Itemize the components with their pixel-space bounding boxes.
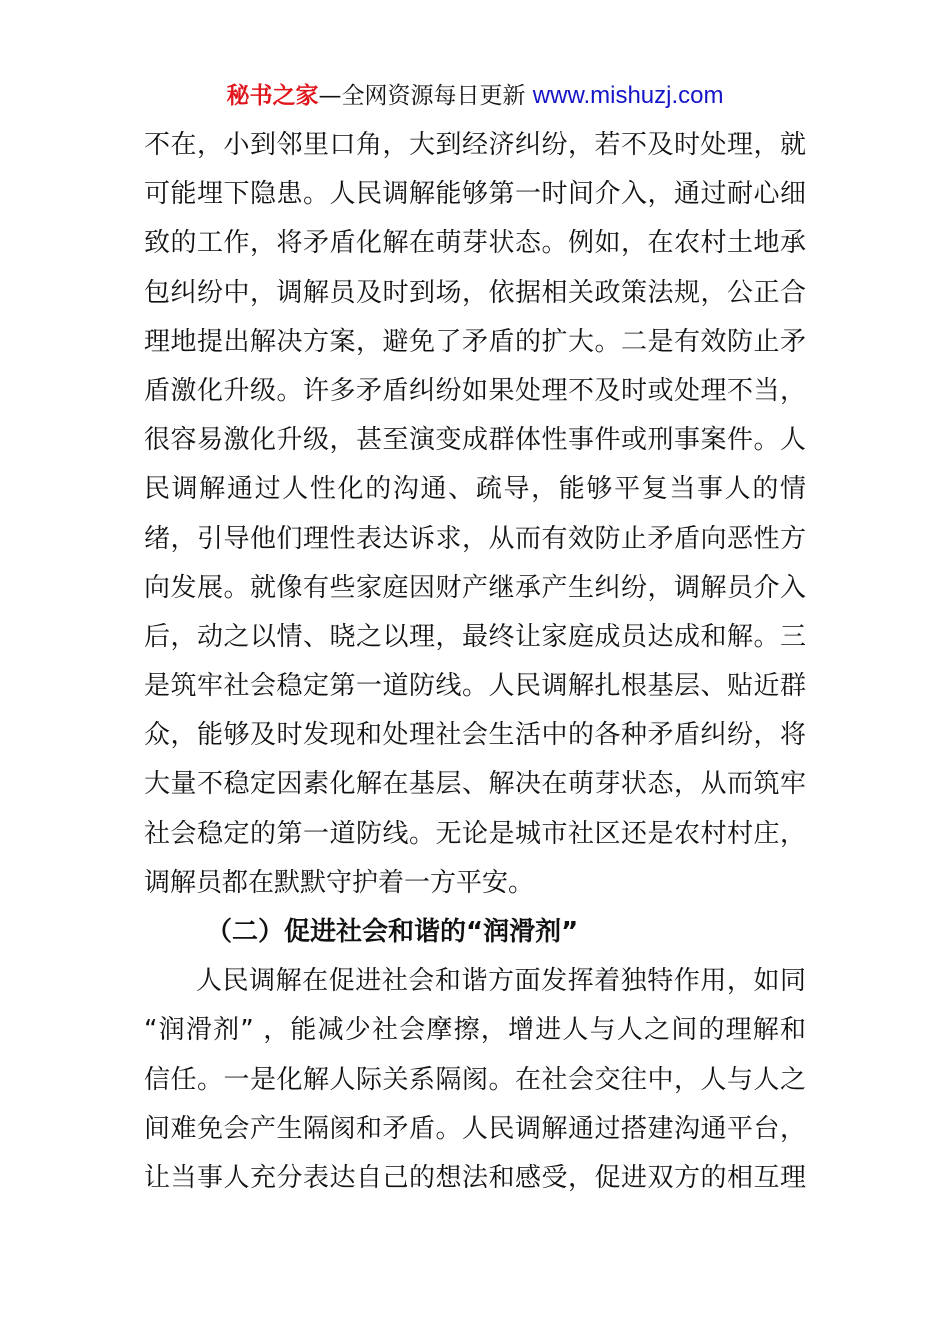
text-line: 致的工作，将矛盾化解在萌芽状态。例如，在农村土地承 xyxy=(144,228,806,259)
text-line: 大量不稳定因素化解在基层、解决在萌芽状态，从而筑牢 xyxy=(144,769,806,800)
text-line: 众，能够及时发现和处理社会生活中的各种矛盾纠纷，将 xyxy=(144,720,806,751)
text-line: 后，动之以情、晓之以理，最终让家庭成员达成和解。三 xyxy=(144,621,806,652)
site-url[interactable]: www.mishuzj.com xyxy=(532,82,724,109)
text-line: 民调解通过人性化的沟通、疏导，能够平复当事人的情 xyxy=(144,474,806,505)
text-line: 向发展。就像有些家庭因财产继承产生纠纷，调解员介入 xyxy=(144,572,806,603)
text-line: 可能埋下隐患。人民调解能够第一时间介入，通过耐心细 xyxy=(144,179,806,210)
text-line: 信任。一是化解人际关系隔阂。在社会交往中，人与人之 xyxy=(144,1064,806,1095)
text-line: 理地提出解决方案，避免了矛盾的扩大。二是有效防止矛 xyxy=(144,326,806,357)
text-line: 是筑牢社会稳定第一道防线。人民调解扎根基层、贴近群 xyxy=(144,671,806,702)
text-line: “润滑剂” ，能减少社会摩擦，增进人与人之间的理解和 xyxy=(144,1015,806,1046)
brand-name: 秘书之家 xyxy=(226,83,319,109)
text-line: 社会稳定的第一道防线。无论是城市社区还是农村村庄， xyxy=(144,818,806,849)
section-heading: （二）促进社会和谐的“润滑剂” xyxy=(206,917,579,947)
paragraph-last-line: 调解员都在默默守护着一方平安。 xyxy=(144,867,535,898)
text-line: 盾激化升级。许多矛盾纠纷如果处理不及时或处理不当， xyxy=(144,375,806,406)
text-line: 间难免会产生隔阂和矛盾。人民调解通过搭建沟通平台， xyxy=(144,1113,806,1144)
text-line: 不在，小到邻里口角，大到经济纠纷，若不及时处理，就 xyxy=(144,130,806,160)
document-body xyxy=(144,121,806,1203)
site-header xyxy=(0,80,950,112)
text-line: 包纠纷中，调解员及时到场，依据相关政策法规，公正合 xyxy=(144,277,806,308)
paragraph-first-line: 人民调解在促进社会和谐方面发挥着独特作用，如同 xyxy=(196,966,806,997)
text-line: 很容易激化升级，甚至演变成群体性事件或刑事案件。人 xyxy=(144,425,806,456)
text-line: 绪，引导他们理性表达诉求，从而有效防止矛盾向恶性方 xyxy=(144,523,806,554)
header-tagline: —全网资源每日更新 xyxy=(318,83,526,109)
text-line: 让当事人充分表达自己的想法和感受，促进双方的相互理 xyxy=(144,1162,806,1193)
